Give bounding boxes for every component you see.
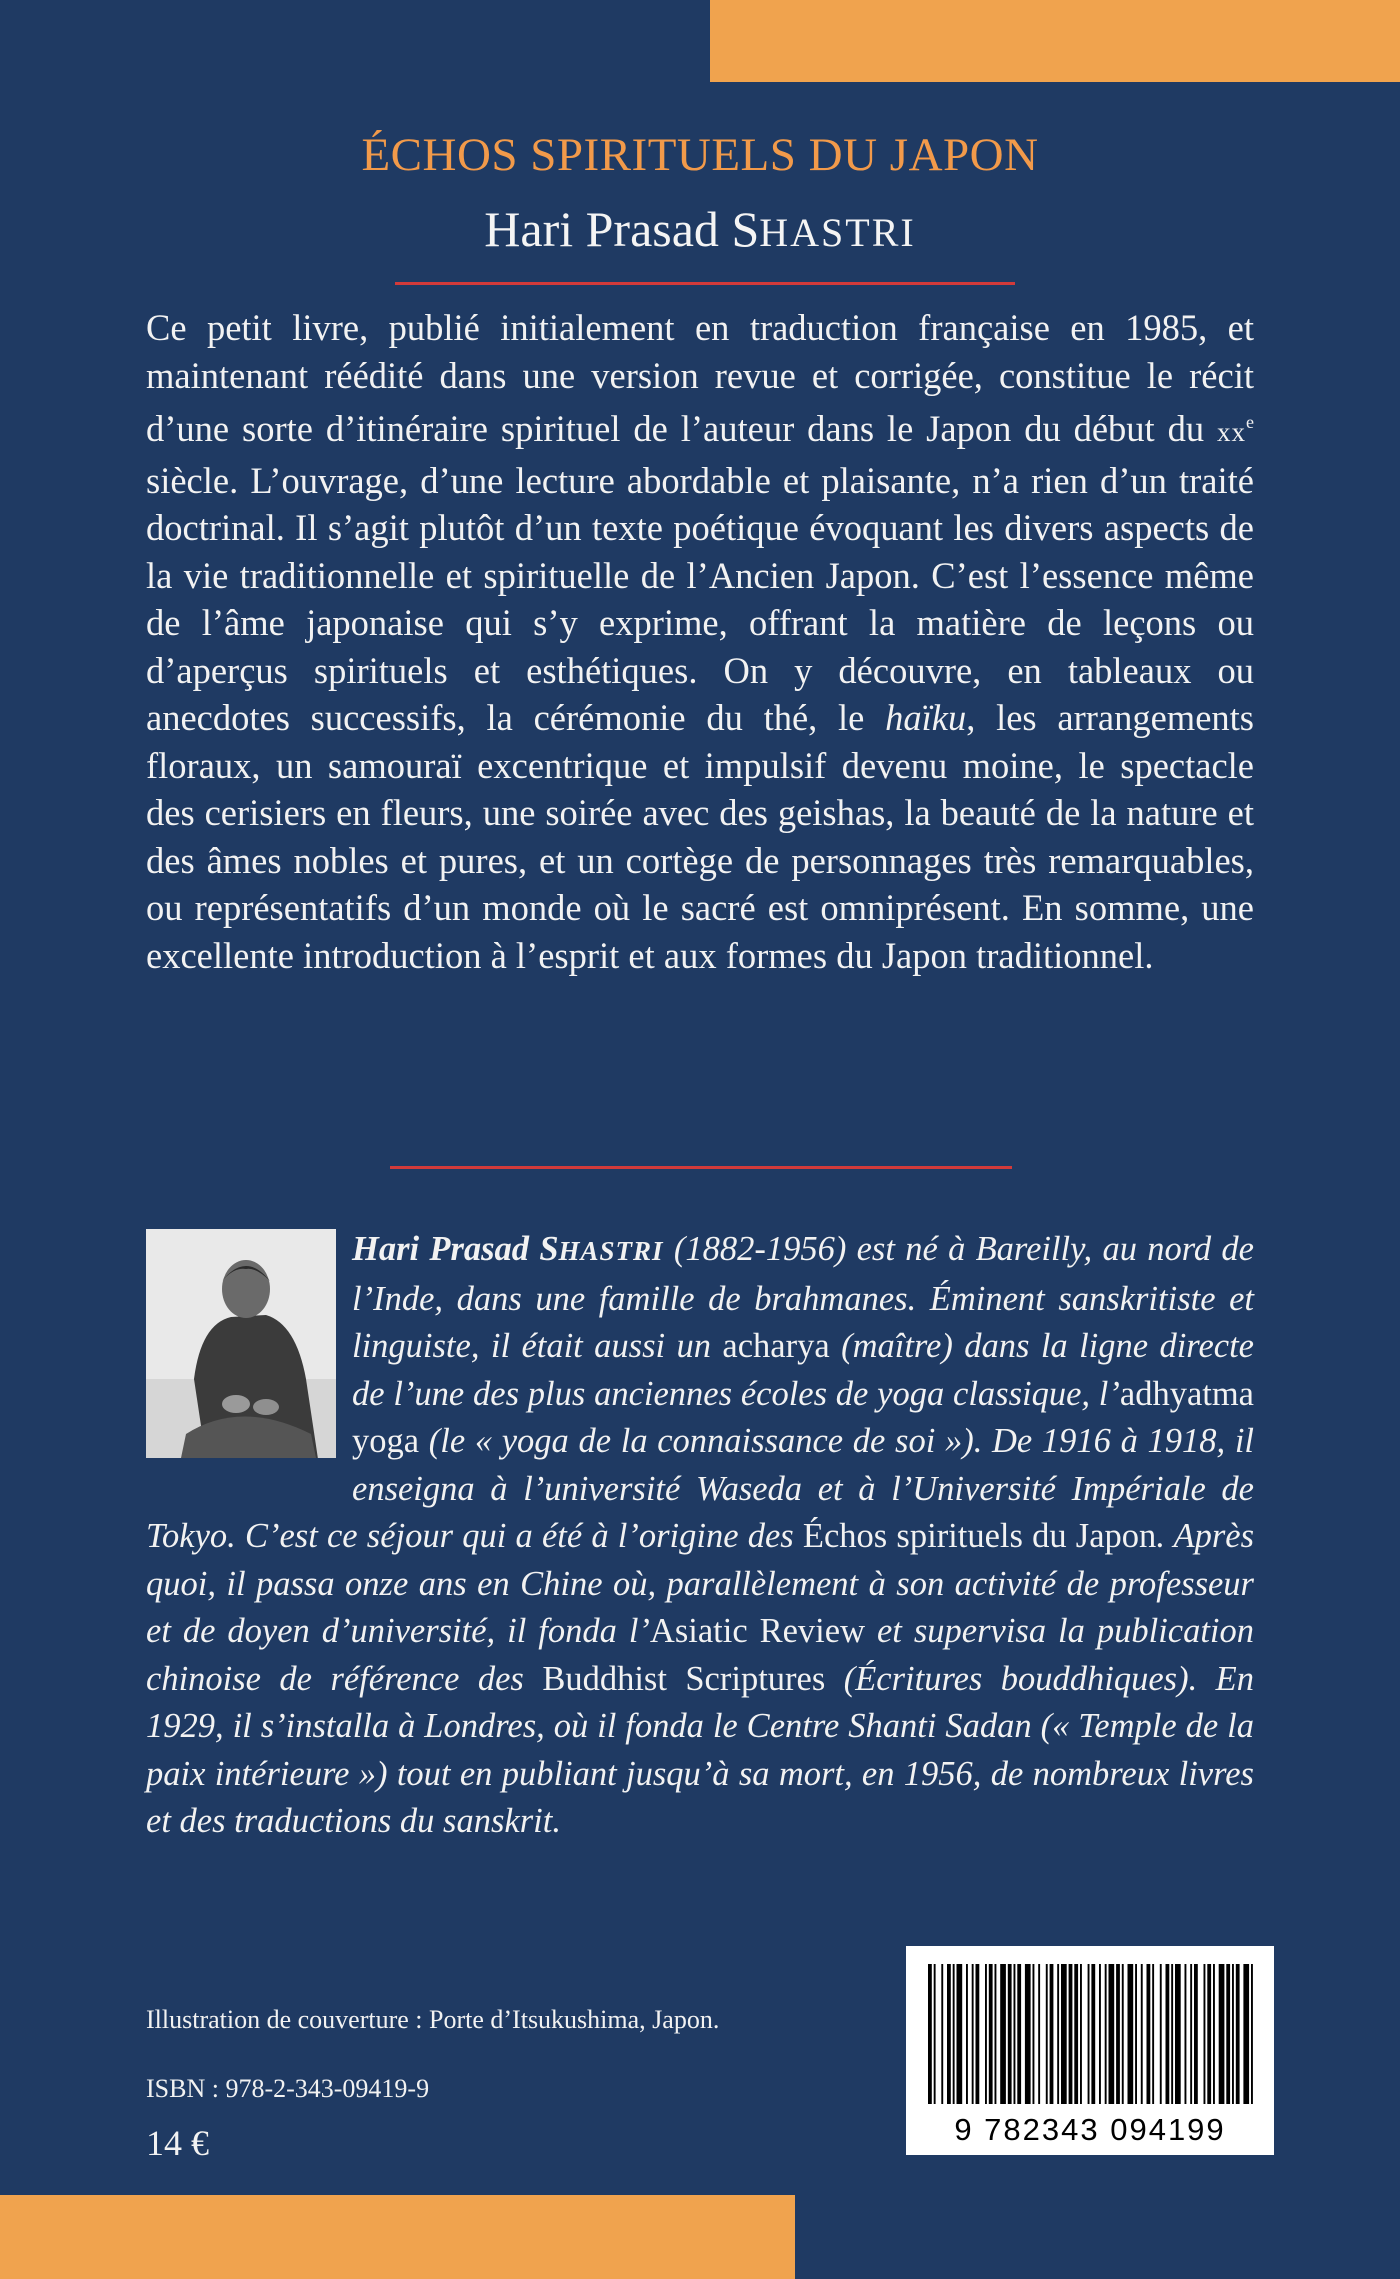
century-sup: e (1246, 412, 1254, 432)
barcode-bar (995, 1964, 997, 2104)
barcode-bar (1160, 1964, 1162, 2104)
barcode-bar (1166, 1964, 1170, 2104)
barcode-bar (1008, 1964, 1012, 2104)
barcode-bar (1038, 1964, 1040, 2104)
bio-text-4: . Après quoi, il passa onze ans en Chine où, parallèlement à son activité de professeur et de doyen d’université, il fonda l’ (146, 1517, 1254, 1650)
barcode-bar (934, 1964, 936, 2104)
isbn: ISBN : 978-2-343-09419-9 (146, 2074, 430, 2103)
bio-acharya: acharya (722, 1327, 830, 1365)
bottom-orange-band (0, 2195, 795, 2279)
author-initial: S (731, 201, 760, 257)
barcode-bar (1050, 1964, 1054, 2104)
bio-asiatic-review: Asiatic Review (649, 1612, 865, 1650)
cover-credit: Illustration de couverture : Porte d’Itsukushima, Japon. (146, 2005, 720, 2034)
barcode-bar (1061, 1964, 1067, 2104)
summary-part-3: , les arrangements floraux, un samouraï excentrique et impulsif devenu moine, le spectacle des cerisiers en fleurs, une soirée avec des geishas, la beauté de la nature et des âmes nobles et pures, et un cortège de personnages très remarquables, ou représentatifs d’un monde où le sacré est omniprésent. En somme, une excellente introduction à l’esprit et aux formes du Japon traditionnel. (146, 697, 1254, 976)
barcode-bar (1074, 1964, 1078, 2104)
haiku-word: haïku (885, 697, 967, 739)
barcode-bar (989, 1964, 993, 2104)
barcode-bar (1251, 1964, 1253, 2104)
bio-name-first: Hari Prasad (352, 1230, 540, 1268)
summary-text (146, 304, 1254, 979)
century-numeral: xx (1217, 417, 1246, 448)
barcode-bar (1219, 1964, 1225, 2104)
barcode-bar (1033, 1964, 1035, 2104)
barcode-bar (941, 1964, 943, 2104)
barcode-bar (966, 1964, 968, 2104)
barcode-bar (1128, 1964, 1134, 2104)
barcode-bar (1175, 1964, 1181, 2104)
barcode-bar (1000, 1964, 1006, 2104)
bio-buddhist-scriptures: Buddhist Scriptures (542, 1659, 826, 1698)
barcode-bar (1014, 1964, 1016, 2104)
barcode-bar (1088, 1964, 1090, 2104)
barcode-bar (928, 1964, 932, 2104)
bio-name-rest: HASTRI (558, 1236, 664, 1266)
barcode-bar (1243, 1964, 1249, 2104)
barcode-bar (1099, 1964, 1101, 2104)
barcode-bar (1017, 1964, 1021, 2104)
barcode-bar (1226, 1964, 1230, 2104)
barcode-bar (947, 1964, 951, 2104)
barcode-bar (953, 1964, 955, 2104)
barcode-bar (976, 1964, 980, 2104)
barcode-bar (1025, 1964, 1031, 2104)
barcode-bar (1105, 1964, 1107, 2104)
divider-middle (390, 1166, 1012, 1169)
barcode-bar (1109, 1964, 1115, 2104)
barcode-bar (957, 1964, 963, 2104)
barcode-bar (972, 1964, 974, 2104)
barcode-bar (1122, 1964, 1124, 2104)
barcode-bar (1185, 1964, 1187, 2104)
barcode-bar (1116, 1964, 1120, 2104)
barcode-bar (1194, 1964, 1198, 2104)
barcode-bar (1204, 1964, 1206, 2104)
summary-part-1: Ce petit livre, publié initialement en traduction française en 1985, et maintenant réédité dans une version revue et corrigée, constitue le récit d’une sorte d’itinéraire spirituel de l’auteur dans le Japon du début du (146, 307, 1254, 450)
barcode-bar (1091, 1964, 1095, 2104)
summary-part-2: siècle. L’ouvrage, d’une lecture abordable et plaisante, n’a rien d’un traité doctrinal. Il s’agit plutôt d’un texte poétique évoquant les divers aspects de la vie traditionnelle et spirituelle de l’Ancien Japon. C’est l’essence même de l’âme japonaise qui s’y exprime, offrant la matière de leçons ou d’aperçus spirituels et esthétiques. On y découvre, en tableaux ou anecdotes successifs, la cérémonie du thé, le (146, 459, 1254, 739)
bio-text-2: (maître) dans la ligne directe de l’une des plus anciennes écoles de yoga classique, l’ (352, 1327, 1254, 1413)
barcode-bar (1171, 1964, 1173, 2104)
author-rest: HASTRI (759, 210, 916, 255)
barcode-bars (906, 1946, 1274, 2116)
top-orange-band (710, 0, 1400, 82)
barcode-bar (1135, 1964, 1137, 2104)
price: 14 € (146, 2123, 209, 2163)
book-title: ÉCHOS SPIRITUELS DU JAPON (361, 129, 1039, 181)
bio-name (352, 1230, 664, 1268)
bio-echos-title: Échos spirituels du Japon (802, 1517, 1157, 1555)
barcode-bar (1213, 1964, 1215, 2104)
bio-text-5: et supervisa la publication chinoise de référence des (146, 1612, 1255, 1698)
barcode-bar (1046, 1964, 1048, 2104)
bio-text-3: (le « yoga de la connaissance de soi »). De 1916 à 1918, il enseigna à l’université Waseda et à l’Université Impériale de Tokyo. C’est ce séjour qui a été à l’origine des (146, 1422, 1254, 1555)
bio-text-1: (1882-1956) est né à Bareilly, au nord de l’Inde, dans une famille de brahmanes. Éminent sanskritiste et linguiste, il était aussi un (352, 1230, 1254, 1365)
barcode-bar (1232, 1964, 1234, 2104)
barcode-bar (1069, 1964, 1073, 2104)
bio-name-initial: S (539, 1230, 559, 1268)
barcode-bar (1207, 1964, 1211, 2104)
author-first: Hari Prasad (484, 201, 732, 257)
barcode-bar (1190, 1964, 1192, 2104)
barcode-bar (1236, 1964, 1240, 2104)
barcode-number: 9 782343 094199 (954, 2112, 1226, 2147)
barcode-bar (1080, 1964, 1082, 2104)
divider-top (395, 282, 1015, 285)
bio-text-6: (Écritures bouddhiques). En 1929, il s’installa à Londres, où il fonda le Centre Shanti Sadan (« Temple de la paix intérieure ») tout en publiant jusqu’à sa mort, en 1956, de nombreux livres et des traductions du sanskrit. (146, 1659, 1254, 1840)
barcode-bar (1057, 1964, 1059, 2104)
barcode-bar (1147, 1964, 1151, 2104)
barcode (906, 1946, 1274, 2155)
author-bio (146, 1226, 1254, 1846)
author-name (0, 200, 1400, 258)
photo-spacer (146, 1226, 352, 1466)
barcode-bar (1141, 1964, 1143, 2104)
bio-adhyatma: adhyatma yoga (352, 1374, 1254, 1460)
barcode-bar (985, 1964, 987, 2104)
barcode-bar (1152, 1964, 1154, 2104)
